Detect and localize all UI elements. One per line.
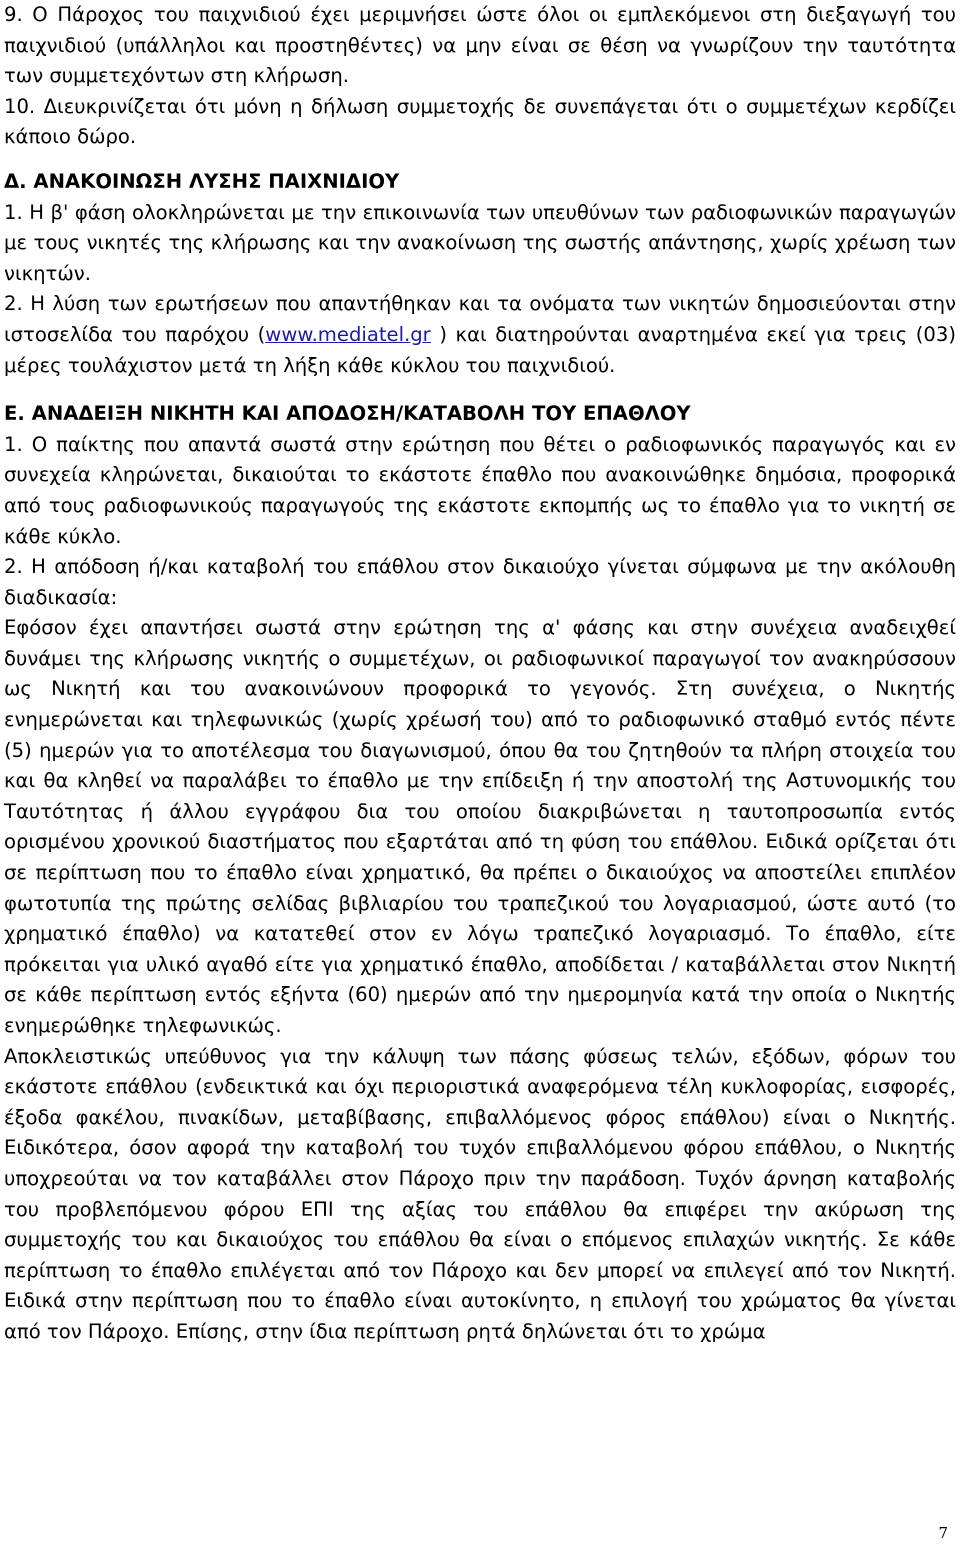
document-page [4, 0, 956, 1348]
section-e-heading: Ε. ΑΝΑΔΕΙΞΗ ΝΙΚΗΤΗ ΚΑΙ ΑΠΟΔΟΣΗ/ΚΑΤΑΒΟΛΗ ΤΟΥ ΕΠΑΘΛΟΥ [4, 402, 691, 426]
mediatel-link[interactable]: www.mediatel.gr [265, 322, 431, 346]
section-e-item-2: 2. Η απόδοση ή/και καταβολή του επάθλου στον δικαιούχο γίνεται σύμφωνα με την ακόλουθη διαδικασία: [4, 555, 956, 609]
paragraph-item-9: 9. Ο Πάροχος του παιχνιδιού έχει μεριμνήσει ώστε όλοι οι εμπλεκόμενοι στη διεξαγωγή του παιχνιδιού (υπάλληλοι και προστηθέντες) να μην είναι σε θέση να γνωρίζουν την ταυτότητα των συμμετεχόντων στη κλήρωση. [4, 3, 956, 88]
section-e-item-1: 1. Ο παίκτης που απαντά σωστά στην ερώτηση που θέτει ο ραδιοφωνικός παραγωγός και εν συνεχεία κληρώνεται, δικαιούται το εκάστοτε έπαθλο που ανακοινώθηκε δημόσια, προφορικά από τους ραδιοφωνικούς παραγωγούς της εκάστοτε εκπομπής ως το έπαθλο για το νικητή σε κάθε κύκλο. [4, 432, 956, 548]
section-e-procedure-paragraph: Εφόσον έχει απαντήσει σωστά στην ερώτηση της α' φάσης και στην συνέχεια αναδειχθεί δυνάμει της κλήρωσης νικητής ο συμμετέχων, οι ραδιοφωνικοί παραγωγοί τον ανακηρύσσουν ως Νικητή και του ανακοινώνουν προφορικά το γεγονός. Στη συνέχεια, ο Νικητής ενημερώνεται και τηλεφωνικώς (χωρίς χρέωσή του) από το ραδιοφωνικό σταθμό εντός πέντε (5) ημερών για το αποτέλεσμα του διαγωνισμού, όπου θα του ζητηθούν τα πλήρη στοιχεία του και θα κληθεί να παραλάβει το έπαθλο με την επίδειξη ή την αποστολή της Αστυνομικής του Ταυτότητας ή άλλου εγγράφου δια του οποίου διακριβώνεται η ταυτοπροσωπία εντός ορισμένου χρονικού διαστήματος που εξαρτάται από τη φύση του επάθλου. Ειδικά ορίζεται ότι σε περίπτωση που το έπαθλο είναι χρηματικό, θα πρέπει ο δικαιούχος να αποστείλει επιπλέον φωτοτυπία της πρώτης σελίδας βιβλιαρίου του τραπεζικού του λογαριασμού, ώστε αυτό (το χρηματικό έπαθλο) να κατατεθεί στον εν λόγω τραπεζικό λογαριασμό. Το έπαθλο, είτε πρόκειται για υλικό αγαθό είτε για χρηματικό έπαθλο, αποδίδεται / καταβάλλεται στον Νικητή σε κάθε περίπτωση εντός εξήντα (60) ημερών από την ημερομηνία κατά την οποία ο Νικητής ενημερώθηκε τηλεφωνικώς. [4, 616, 956, 1037]
section-d-heading: Δ. ΑΝΑΚΟΙΝΩΣΗ ΛΥΣΗΣ ΠΑΙΧΝΙΔΙΟΥ [4, 169, 400, 193]
section-d-item-2-text-after: ) και διατηρούνται αναρτημένα εκεί για τρεις (03) μέρες τουλάχιστον μετά τη λήξη κάθε κύκλου του παιχνιδιού. [4, 322, 957, 377]
paragraph-item-10: 10. Διευκρινίζεται ότι μόνη η δήλωση συμμετοχής δε συνεπάγεται ότι ο συμμετέχων κερδίζει κάποιο δώρο. [4, 94, 956, 149]
section-d-item-2 [4, 289, 956, 381]
page-number: 7 [938, 1524, 948, 1542]
section-d-item-1: 1. Η β' φάση ολοκληρώνεται με την επικοινωνία των υπευθύνων των ραδιοφωνικών παραγωγών με τους νικητές της κλήρωσης και την ανακοίνωση της σωστής απάντησης, χωρίς χρέωση των νικητών. [4, 200, 956, 285]
section-d-item-2-text-before: 2. Η λύση των ερωτήσεων που απαντήθηκαν και τα ονόματα των νικητών δημοσιεύονται στην ιστοσελίδα του παρόχου ( [4, 292, 956, 346]
section-e-liability-paragraph: Αποκλειστικώς υπεύθυνος για την κάλυψη των πάσης φύσεως τελών, εξόδων, φόρων του εκάστοτε επάθλου (ενδεικτικά και όχι περιοριστικά αναφερόμενα τέλη κυκλοφορίας, εισφορές, έξοδα φακέλου, πινακίδων, μεταβίβασης, επιβαλλόμενος φόρος επάθλου) είναι ο Νικητής. Ειδικότερα, όσον αφορά την καταβολή του τυχόν επιβαλλόμενου φόρου επάθλου, ο Νικητής υποχρεούται να τον καταβάλλει στον Πάροχο πριν την παράδοση. Τυχόν άρνηση καταβολής του προβλεπόμενου φόρου ΕΠΙ της αξίας του επάθλου θα επιφέρει την ακύρωση της συμμετοχής του και δικαιούχος του επάθλου θα είναι ο επόμενος επιλαχών νικητής. Σε κάθε περίπτωση το έπαθλο επιλέγεται από τον Πάροχο και δεν μπορεί να επιλεγεί από τον Νικητή. Ειδικά στην περίπτωση που το έπαθλο είναι αυτοκίνητο, η επιλογή του χρώματος θα γίνεται από τον Πάροχο. Επίσης, στην ίδια περίπτωση ρητά δηλώνεται ότι το χρώμα [4, 1044, 956, 1343]
